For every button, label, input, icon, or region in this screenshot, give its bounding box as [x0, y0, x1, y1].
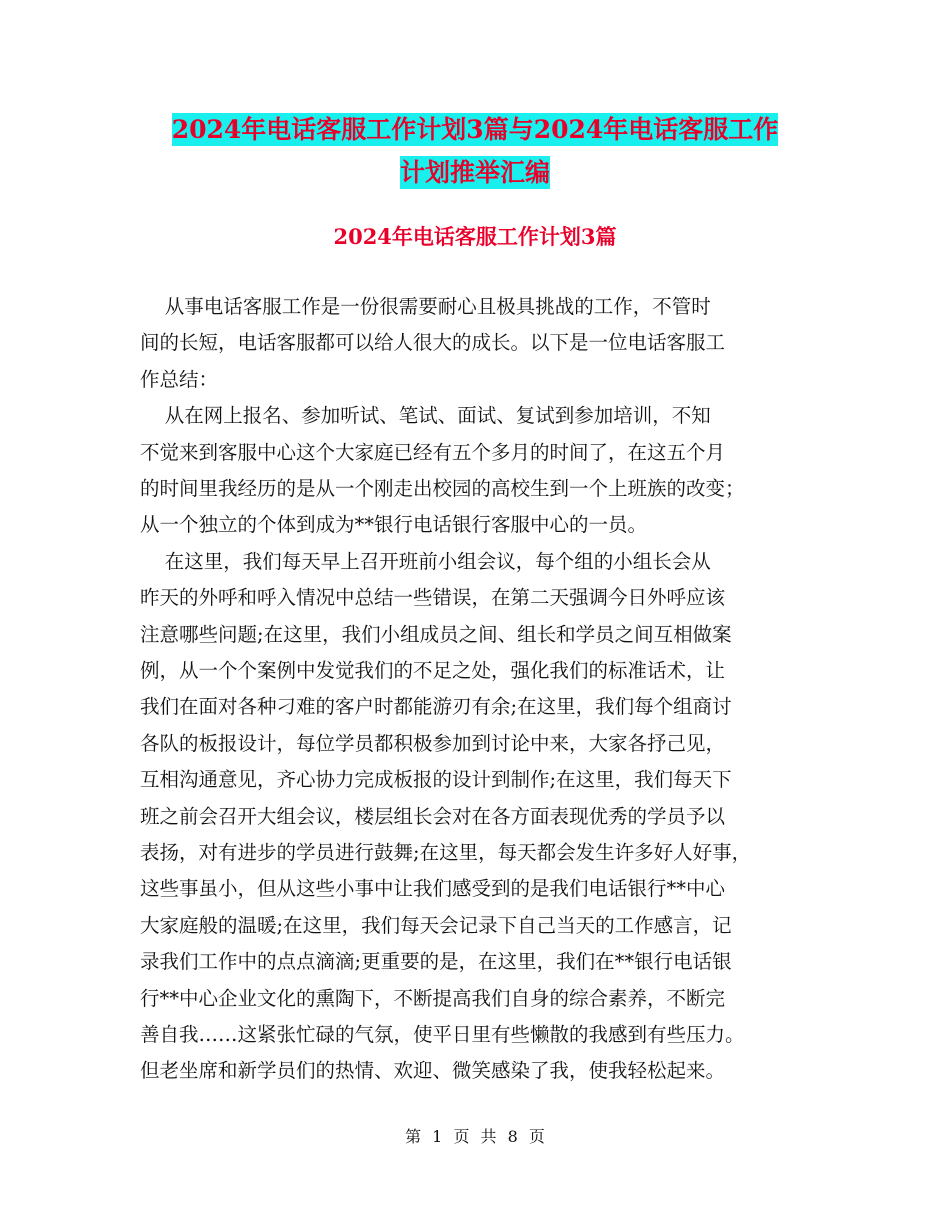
body-line: 昨天的外呼和呼入情况中总结一些错误，在第二天强调今日外呼应该	[140, 586, 726, 610]
body-line: 各队的板报设计，每位学员都积极参加到讨论中来，大家各抒己见，	[140, 731, 726, 755]
body-line: 我们在面对各种刁难的客户时都能游刃有余;在这里，我们每个组商讨	[140, 695, 732, 719]
body-line: 从事电话客服工作是一份很需要耐心且极具挑战的工作，不管时	[140, 295, 711, 318]
body-line: 在这里，我们每天早上召开班前小组会议，每个组的小组长会从	[140, 549, 711, 573]
body-line: 这些事虽小，但从这些小事中让我们感受到的是我们电话银行**中心	[140, 877, 726, 901]
body-line: 例，从一个个案例中发觉我们的不足之处，强化我们的标准话术，让	[140, 659, 726, 682]
body-line: 作总结：	[140, 367, 219, 391]
body-line: 大家庭般的温暖;在这里，我们每天会记录下自己当天的工作感言，记	[140, 913, 732, 937]
section-heading: 2024年电话客服工作计划3篇	[333, 224, 617, 249]
page-footer: 第 1 页 共 8 页	[405, 1127, 545, 1146]
body-line: 从在网上报名、参加听试、笔试、面试、复试到参加培训，不知	[140, 404, 711, 428]
body-line: 班之前会召开大组会议，楼层组长会对在各方面表现优秀的学员予以	[140, 804, 726, 828]
title-highlight-2: 计划推举汇编	[399, 158, 550, 187]
body-line: 注意哪些问题;在这里，我们小组成员之间、组长和学员之间互相做案	[140, 622, 732, 646]
document-title-line-2	[0, 156, 950, 190]
title-highlight-1: 2024年电话客服工作计划3篇与2024年电话客服工作	[171, 115, 779, 144]
body-line: 互相沟通意见，齐心协力完成板报的设计到制作;在这里，我们每天下	[140, 768, 732, 792]
document-title-line-1	[0, 113, 950, 147]
body-line: 表扬，对有进步的学员进行鼓舞;在这里，每天都会发生许多好人好事，	[140, 841, 752, 864]
body-line: 录我们工作中的点点滴滴;更重要的是，在这里，我们在**银行电话银	[140, 950, 732, 974]
body-line: 从一个独立的个体到成为**银行电话银行客服中心的一员。	[140, 513, 648, 537]
body-line: 但老坐席和新学员们的热情、欢迎、微笑感染了我，使我轻松起来。	[140, 1059, 726, 1083]
body-line: 行**中心企业文化的熏陶下，不断提高我们自身的综合素养，不断完	[140, 986, 726, 1010]
body-line: 善自我……这紧张忙碌的气氛，使平日里有些懒散的我感到有些压力。	[140, 1023, 745, 1046]
body-line: 不觉来到客服中心这个大家庭已经有五个多月的时间了，在这五个月	[140, 440, 726, 464]
body-line: 间的长短，电话客服都可以给人很大的成长。以下是一位电话客服工	[140, 331, 726, 355]
body-line: 的时间里我经历的是从一个刚走出校园的高校生到一个上班族的改变；	[140, 477, 745, 500]
